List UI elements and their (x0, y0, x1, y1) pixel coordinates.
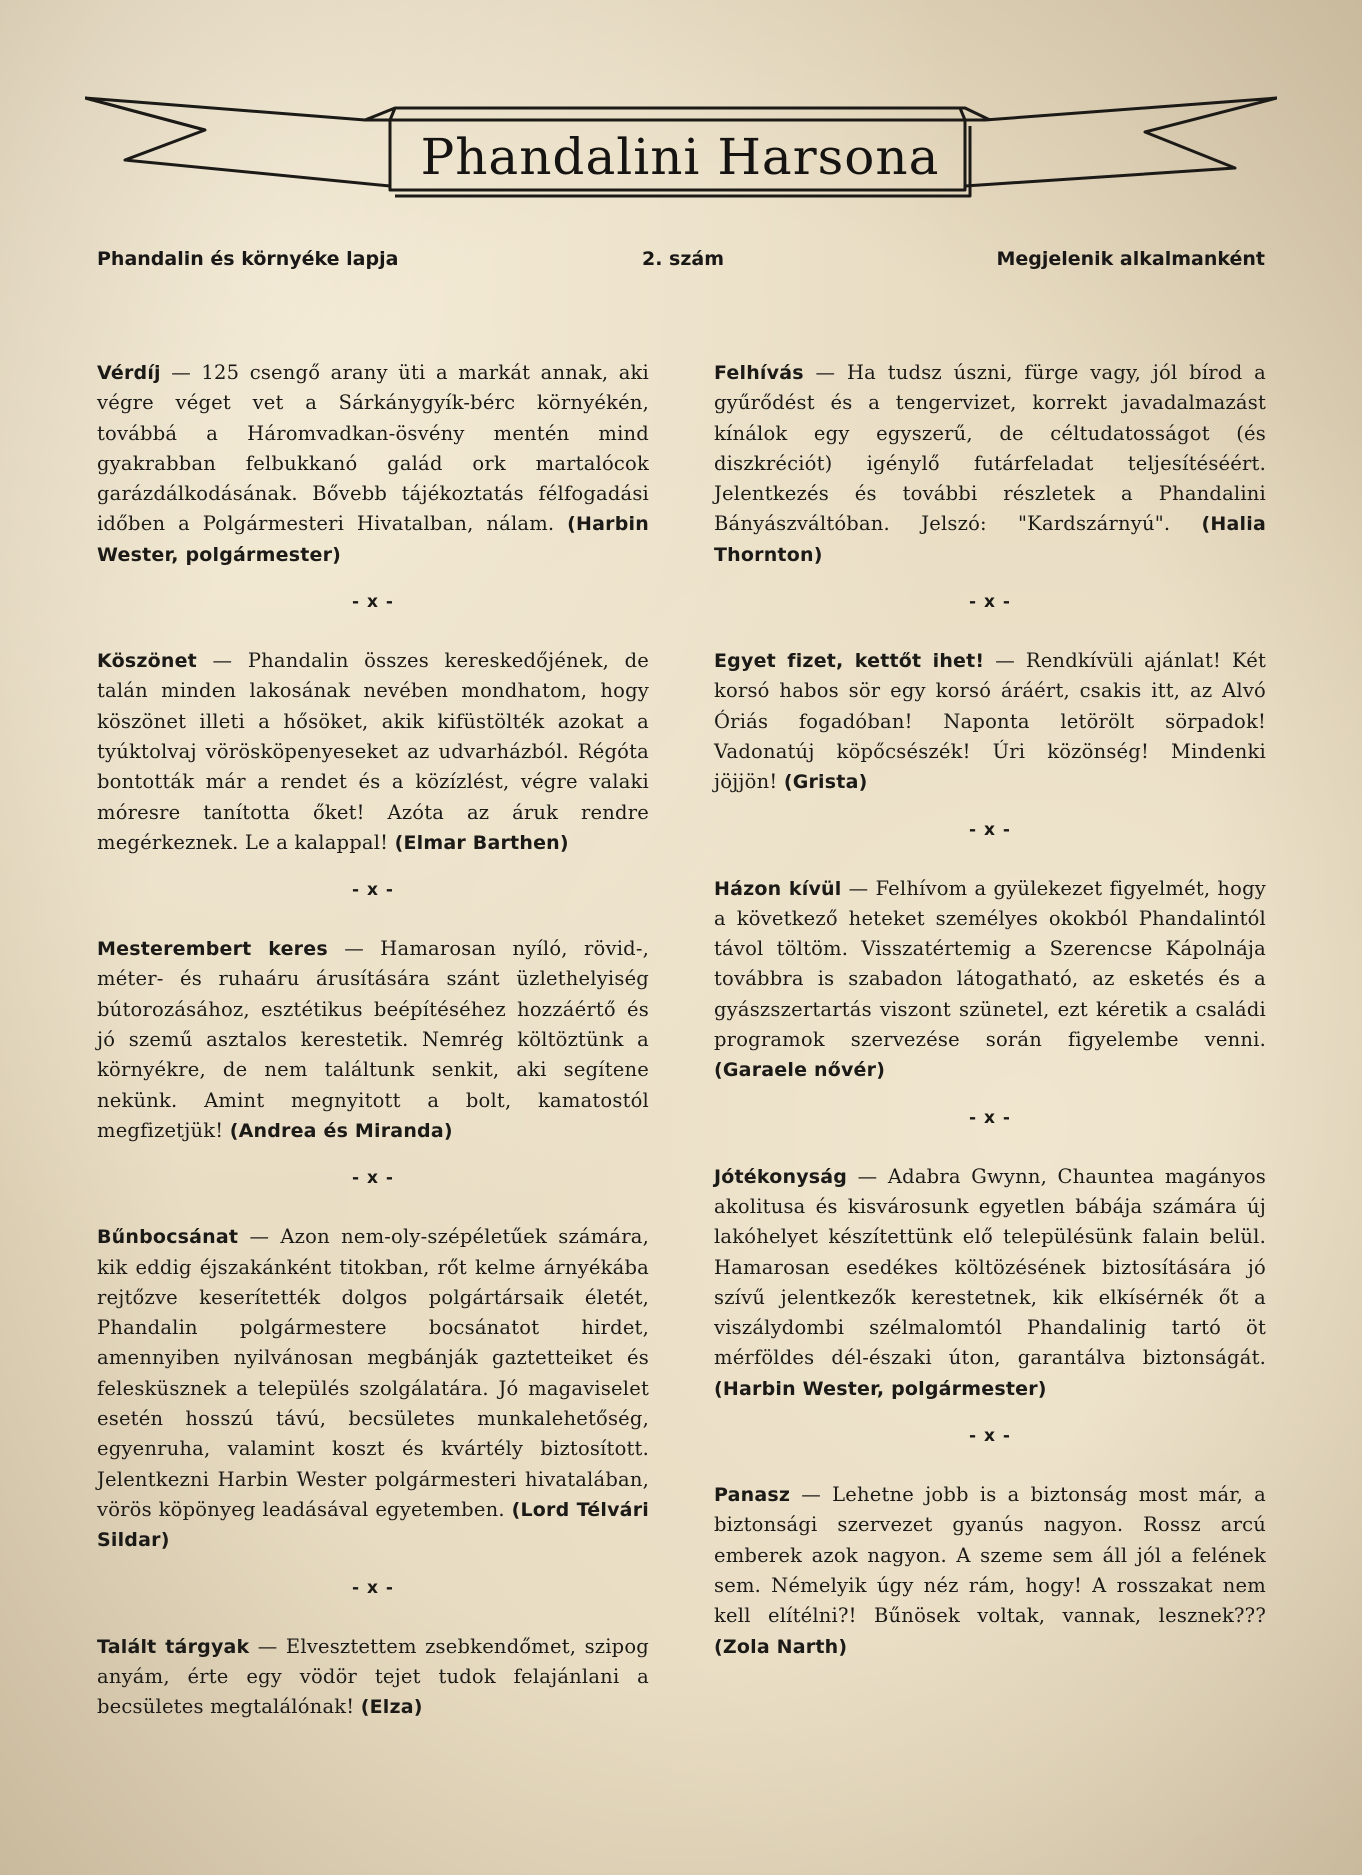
ad-body: Ha tudsz úszni, fürge vagy, jól bírod a gyűrődést és a tengervizet, korrekt javadalmazást kínálok egy egyszerű, de céltudatosságot (és diszkréciót) igénylő futárfeladat teljesítéséért. Jelentkezés és további részletek a Phandalini Bányászváltóban. Jelszó: "Kardszárnyú". (714, 361, 1266, 536)
separator: - x - (969, 1107, 1011, 1128)
ad-dash: — (847, 1164, 888, 1188)
ad-title: Talált tárgyak (97, 1635, 250, 1658)
ad-body: Felhívom a gyülekezet figyelmét, hogy a következő heteket személyes okokból Phandalintól távol töltöm. Visszatértemig a Szerencse Kápolnája továbbra is szabadon látogatható, az esketés és a gyászszertartás viszont szünetel, ezt kéretik a családi programok szervezése során figyelembe venni. (714, 876, 1266, 1052)
separator: - x - (969, 1426, 1011, 1447)
separator: - x - (352, 592, 394, 613)
separator: - x - (352, 1168, 394, 1189)
ad-signature: (Harbin Wester, polgármester) (714, 1377, 1047, 1400)
publication-frequency: Megjelenik alkalmanként (996, 248, 1265, 270)
ad-body: Lehetne jobb is a biztonság most már, a biztonsági szervezet gyanús nagyon. Rossz arcú emberek azok nagyon. A szeme sem áll jól a felének sem. Némelyik úgy néz rám, hogy! A rosszakat nem kell elítélni?! Bűnösek voltak, vannak, lesznek??? (714, 1483, 1266, 1628)
ad-dash: — (790, 1483, 833, 1507)
newspaper-title: Phandalini Harsona (420, 128, 940, 186)
right-column (714, 358, 1266, 1662)
separator: - x - (969, 592, 1011, 613)
ad-body: Hamarosan nyíló, rövid-, méter- és ruhaáru árusítására szánt üzlethelyiség bútorozásához, esztétikus beépítéséhez hozzáértő és jó szemű asztalos kerestetik. Nemrég költöztünk a környékre, de nem találtunk senkit, aki segítene nekünk. Amint megnyitott a bolt, kamatostól megfizetjük! (97, 937, 650, 1142)
ad-signature: (Zola Narth) (714, 1635, 848, 1658)
ad-signature: (Grista) (783, 771, 868, 794)
ad-body: Azon nem-oly-szépéletűek számára, kik eddig éjszakánként titokban, rőt kelme árnyékába rejtőzve keserítették dolgos polgártársaik életét, Phandalin polgármestere bocsánatot hirdet, amennyiben nyilvánosan megbánják gaztetteiket és felesküsznek a település szolgálatára. Jó magaviselet esetén hosszú távú, becsületes munkalehetőség, egyenruha, valamint koszt és kvártély biztosított. Jelentkezni Harbin Wester polgármesteri hivatalában, vörös köpönyeg leadásával egyetemben. (97, 1225, 650, 1521)
left-column (97, 358, 649, 1722)
ad-egyet-fizet (714, 646, 1266, 797)
ad-body: Elvesztettem zsebkendőmet, szipog anyám, érte egy vödör tejet tudok felajánlani a becsületes megtalálónak! (97, 1634, 649, 1719)
ad-dash: — (249, 1634, 286, 1658)
ad-title: Egyet fizet, kettőt ihet! (714, 650, 985, 673)
ad-title: Köszönet (97, 650, 197, 673)
ad-title: Bűnbocsánat (97, 1226, 239, 1249)
ad-jotekonysag (714, 1162, 1266, 1404)
ad-title: Házon kívül (714, 877, 842, 900)
ad-verdij (97, 358, 649, 570)
ad-title: Vérdíj (97, 362, 161, 384)
ad-signature: (Harbin Wester, polgármester) (97, 513, 649, 566)
ad-signature: (Lord Télvári Sildar) (97, 1498, 649, 1552)
ad-body: 125 csengő arany üti a markát annak, aki végre véget vet a Sárkánygyík-bérc környékén, továbbá a Háromvadkan-ösvény mentén mind gyakrabban felbukkanó galád ork martalócok garázdálkodásának. Bővebb tájékoztatás félfogadási időben a Polgármesteri Hivatalban, nálam. (97, 361, 649, 536)
ad-body: Rendkívüli ajánlat! Két korsó habos sör egy korsó áráért, csakis itt, az Alvó Óriás fogadóban! Naponta letörölt sörpadok! Vadonatúj köpőcsészék! Úri közönség! Mindenki jöjjön! (714, 649, 1266, 794)
separator: - x - (352, 1577, 394, 1598)
ad-signature: (Elza) (360, 1696, 423, 1719)
ad-dash: — (984, 649, 1026, 673)
ad-title: Jótékonyság (714, 1165, 848, 1188)
ad-body: Adabra Gwynn, Chauntea magányos akolitusa és kisvárosunk egyetlen bábája számára új lakóhelyet készítettünk elő településünk falain belül. Hamarosan esedékes költözésének biztosítására jó szívű jelentkezők kerestetnek, kik elkísérnék őt a viszálydombi szélmalomtól Phandalinig tartó öt mérföldes dél-északi úton, garantálva biztonságát. (714, 1164, 1266, 1370)
ad-signature: (Garaele nővér) (714, 1059, 886, 1082)
ad-dash: — (327, 937, 381, 961)
separator: - x - (352, 880, 394, 901)
ad-title: Felhívás (714, 362, 804, 384)
ad-title: Mesterembert keres (97, 938, 328, 961)
ad-signature: (Halia Thornton) (714, 513, 1266, 566)
ad-hazon-kivul (714, 874, 1266, 1086)
ad-koszonet (97, 646, 649, 858)
ad-bunbocsanat (97, 1222, 649, 1555)
ad-dash: — (196, 649, 248, 673)
issue-number: 2. szám (642, 248, 725, 270)
ad-dash: — (160, 361, 202, 384)
ad-title: Panasz (714, 1484, 791, 1507)
subtitle-left: Phandalin és környéke lapja (97, 248, 399, 270)
ad-dash: — (803, 361, 847, 384)
separator: - x - (969, 819, 1011, 840)
ad-talalt-targyak (97, 1632, 649, 1723)
ad-dash: — (841, 876, 876, 900)
ad-panasz (714, 1480, 1266, 1662)
ad-felhivas (714, 358, 1266, 570)
ad-signature: (Elmar Barthen) (394, 831, 569, 854)
ad-mesterembert (97, 934, 649, 1146)
ad-dash: — (238, 1225, 281, 1249)
ad-body: Phandalin összes kereskedőjének, de talán minden lakosának nevében mondhatom, hogy köszönet illeti a hősöket, akik kifüstölték azokat a tyúktolvaj vörösköpenyeseket az udvarházból. Régóta bontották már a rendet és a közízlést, végre valaki móresre tanította őket! Azóta az áruk rendre megérkeznek. Le a kalappal! (97, 649, 650, 854)
ad-signature: (Andrea és Miranda) (229, 1119, 453, 1142)
